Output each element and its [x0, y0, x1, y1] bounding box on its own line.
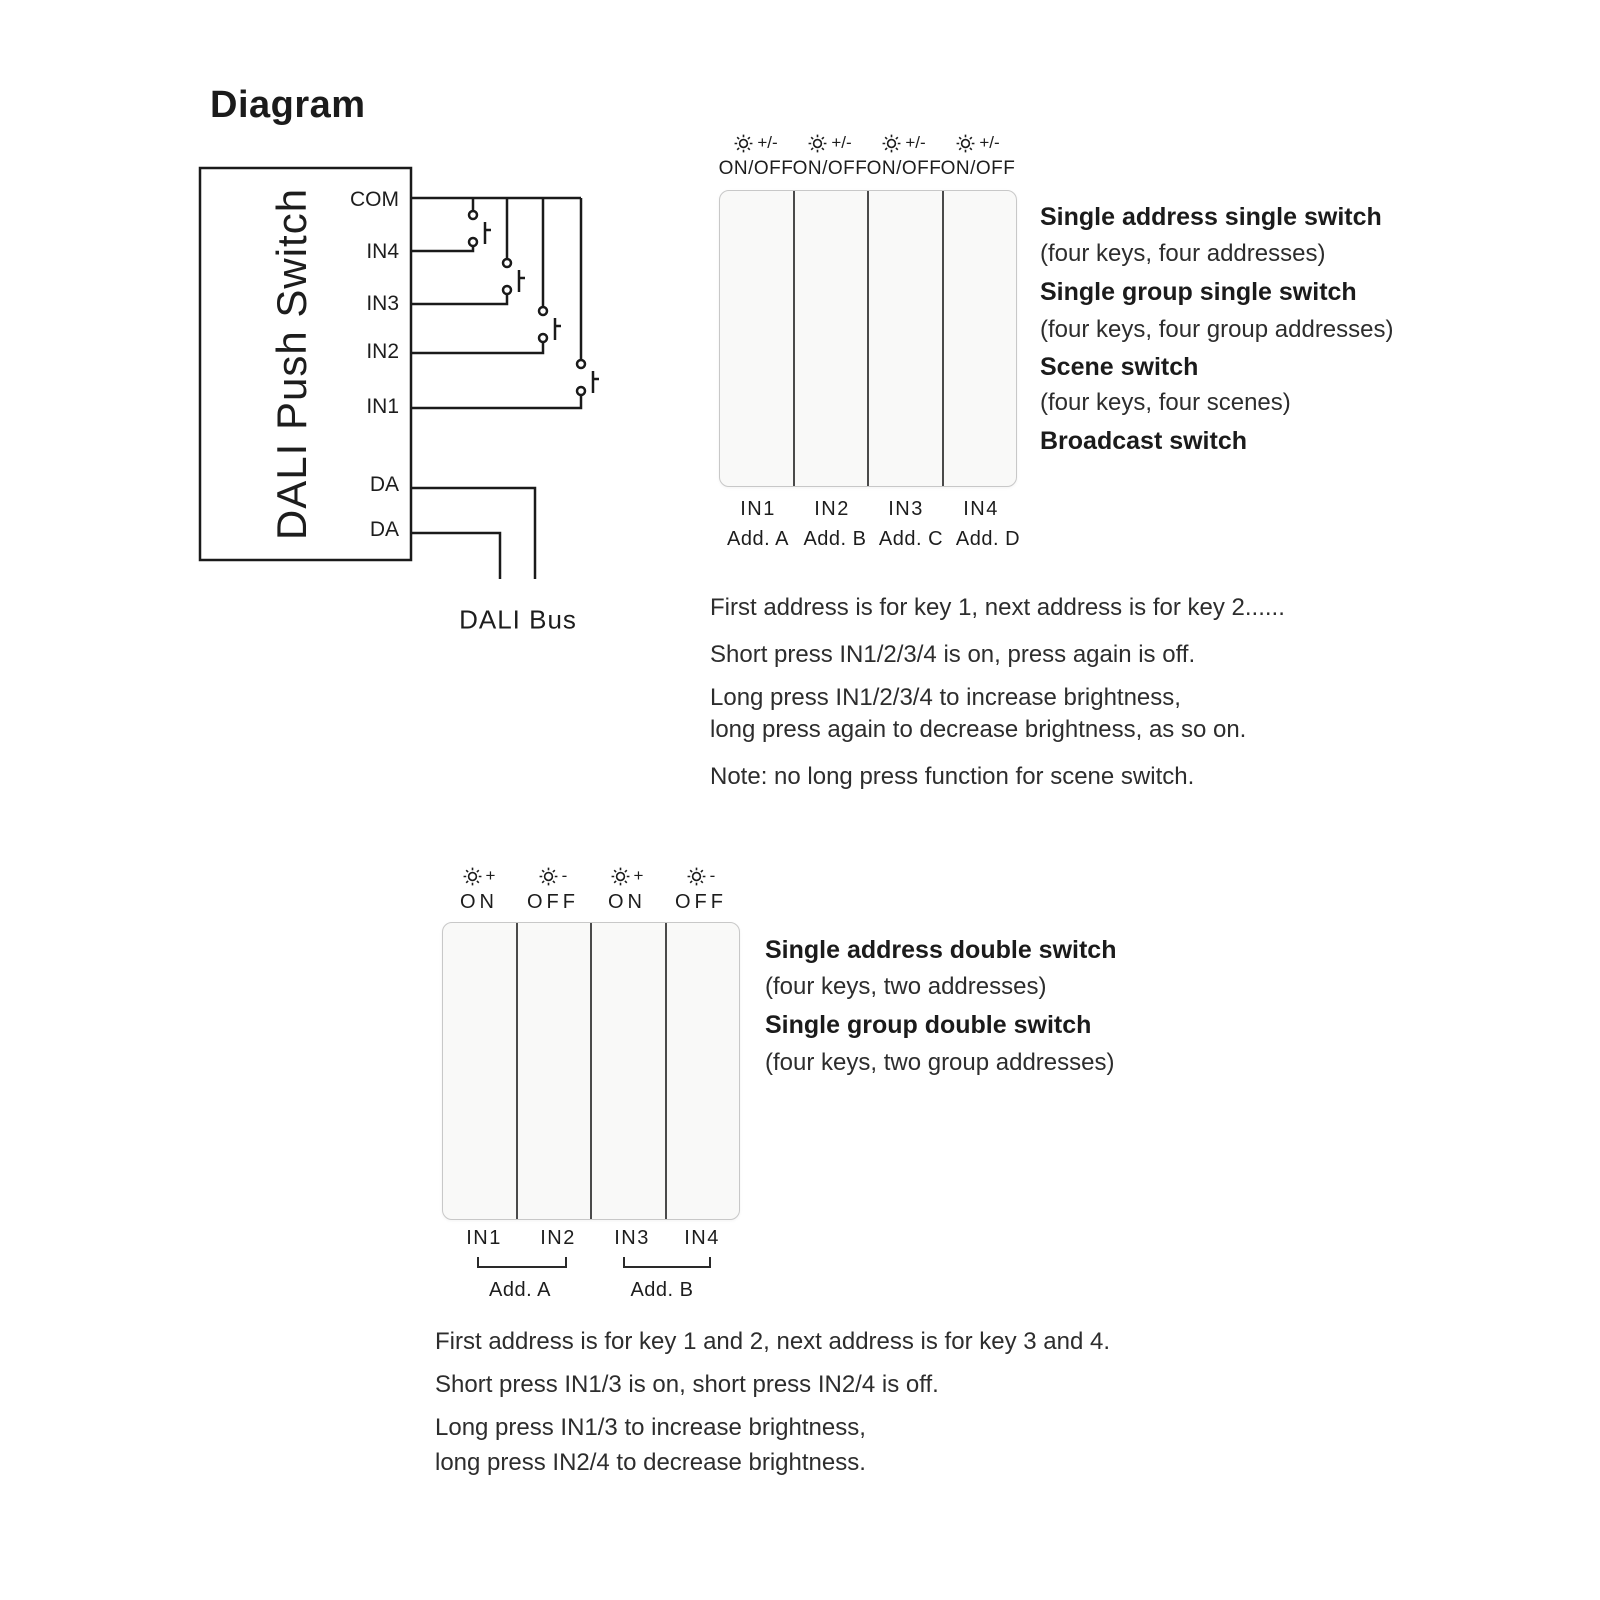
key-action-label: ON/OFF: [792, 158, 868, 179]
input-label: IN4: [963, 498, 999, 520]
address-label: Add. B: [630, 1279, 694, 1301]
dali-bus-label: DALI Bus: [459, 604, 577, 635]
mode-detail: (four keys, four addresses): [1040, 240, 1326, 267]
pin-label-in2: IN2: [366, 340, 399, 363]
input-label: IN1: [740, 498, 776, 520]
key-header: +/- ON/OFF: [864, 133, 944, 180]
push-button-symbol-in4: [469, 211, 491, 246]
pin-label-in4: IN4: [366, 240, 399, 263]
switch-key: [665, 923, 740, 1219]
mode-detail: (four keys, two addresses): [765, 973, 1047, 1000]
push-button-symbol-in3: [503, 259, 525, 294]
key-header: - OFF: [513, 866, 593, 914]
da-wire-2: [411, 533, 500, 579]
mode-name: Scene switch: [1040, 353, 1199, 381]
note-line: First address is for key 1, next address is for key 2......: [710, 594, 1285, 621]
address-group-bracket-a: [477, 1257, 567, 1268]
address-group-bracket-b: [623, 1257, 711, 1268]
mode-detail: (four keys, two group addresses): [765, 1049, 1115, 1076]
input-label: IN3: [614, 1227, 650, 1249]
brightness-icon: [808, 134, 827, 153]
note-line: Long press IN1/3 to increase brightness,: [435, 1414, 866, 1441]
wiring-diagram: [0, 0, 660, 660]
in4-wire: [411, 246, 473, 251]
switch-key: [942, 191, 1017, 486]
key-header: + ON: [439, 866, 519, 914]
pin-label-in1: IN1: [366, 395, 399, 418]
push-button-symbol-in1: [577, 360, 599, 395]
note-line: long press again to decrease brightness, as so on.: [710, 716, 1247, 743]
key-action-label: ON/OFF: [866, 158, 942, 179]
switch-key: [720, 191, 793, 486]
brightness-icon: [539, 867, 558, 886]
brightness-icon: [687, 867, 706, 886]
device-label: DALI Push Switch: [268, 187, 315, 541]
address-label: Add. A: [489, 1279, 551, 1301]
note-line: long press IN2/4 to decrease brightness.: [435, 1449, 866, 1476]
note-line: Note: no long press function for scene switch.: [710, 763, 1195, 790]
push-button-symbol-in2: [539, 307, 561, 342]
input-label: IN2: [540, 1227, 576, 1249]
mode-name: Single group double switch: [765, 1011, 1092, 1039]
pin-label-da1: DA: [369, 473, 399, 496]
address-label: Add. D: [955, 528, 1021, 550]
address-label: Add. A: [727, 528, 789, 550]
note-line: Short press IN1/2/3/4 is on, press again is off.: [710, 641, 1196, 668]
brightness-icon: [956, 134, 975, 153]
brightness-icon: [611, 867, 630, 886]
input-label: IN2: [814, 498, 850, 520]
mode-name: Single address single switch: [1040, 203, 1382, 231]
input-label: IN4: [684, 1227, 720, 1249]
switch-key: [867, 191, 942, 486]
key-header: + ON: [587, 866, 667, 914]
mode-name: Single group single switch: [1040, 278, 1357, 306]
note-line: First address is for key 1 and 2, next address is for key 3 and 4.: [435, 1328, 1110, 1355]
brightness-icon: [734, 134, 753, 153]
address-label: Add. B: [803, 528, 867, 550]
input-label: IN3: [888, 498, 924, 520]
in3-wire: [411, 294, 507, 304]
key-action-label: OFF: [527, 891, 579, 913]
pin-label-in3: IN3: [366, 292, 399, 315]
mode-detail: (four keys, four scenes): [1040, 389, 1291, 416]
address-label: Add. C: [878, 528, 944, 550]
switch-key: [516, 923, 591, 1219]
pin-label-com: COM: [350, 188, 399, 211]
note-line: Long press IN1/2/3/4 to increase brightness,: [710, 684, 1181, 711]
switch-panel-2: [442, 922, 740, 1220]
mode-name: Broadcast switch: [1040, 427, 1248, 455]
key-header: +/- ON/OFF: [938, 133, 1018, 180]
mode-detail: (four keys, four group addresses): [1040, 316, 1394, 343]
pin-label-da2: DA: [369, 518, 399, 541]
key-header: - OFF: [661, 866, 741, 914]
switch-key: [443, 923, 516, 1219]
page-title: Diagram: [210, 84, 366, 126]
key-header: +/- ON/OFF: [790, 133, 870, 180]
mode-name: Single address double switch: [765, 936, 1117, 964]
switch-key: [590, 923, 665, 1219]
key-action-label: ON/OFF: [718, 158, 794, 179]
input-label: IN1: [466, 1227, 502, 1249]
key-header: +/- ON/OFF: [716, 133, 796, 180]
note-line: Short press IN1/3 is on, short press IN2/4 is off.: [435, 1371, 939, 1398]
in2-wire: [411, 342, 543, 353]
key-action-label: OFF: [675, 891, 727, 913]
switch-key: [793, 191, 868, 486]
switch-panel-1: [719, 190, 1017, 487]
key-action-label: ON/OFF: [940, 158, 1016, 179]
key-action-label: ON: [460, 891, 498, 913]
in1-wire: [411, 395, 581, 408]
brightness-icon: [882, 134, 901, 153]
brightness-icon: [463, 867, 482, 886]
key-action-label: ON: [608, 891, 646, 913]
